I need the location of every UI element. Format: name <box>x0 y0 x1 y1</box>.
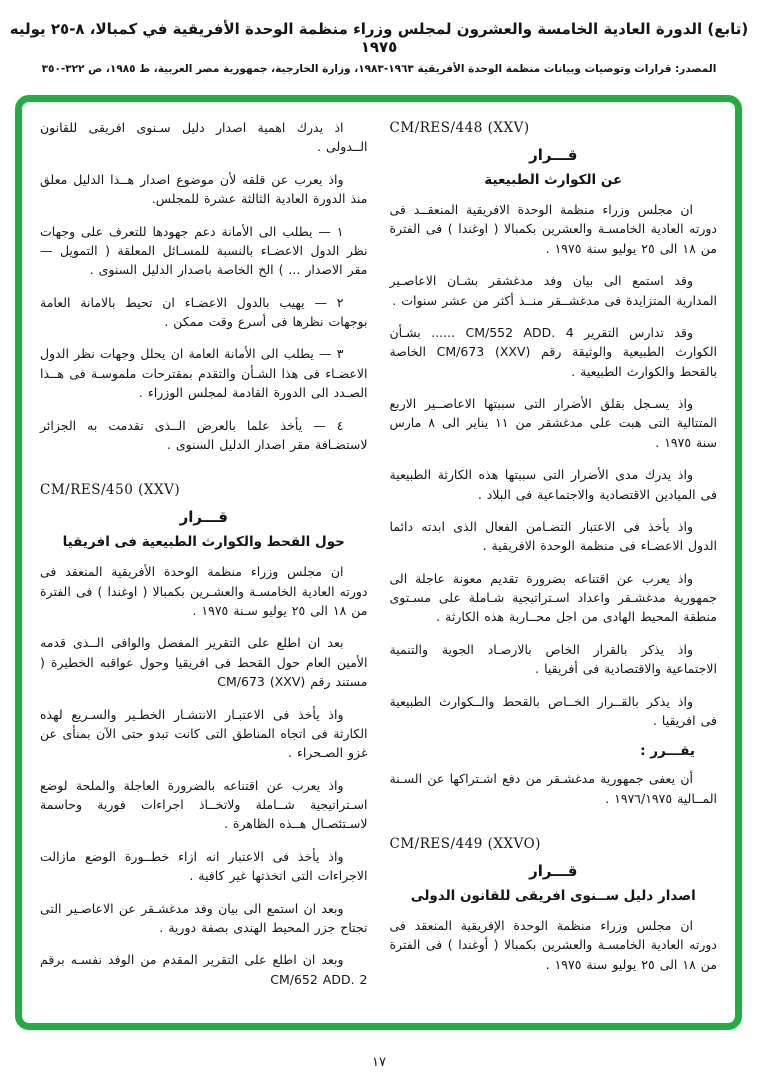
paragraph: واذ يذكر بالقــرار الخــاص بالقحط والــكوارث الطبيعية فى افريقيا . <box>389 693 717 728</box>
resolution-subtitle-450: حول القحط والكوارث الطبيعية فى افريقيا <box>62 534 345 551</box>
paragraph: وبعد ان اطلع على التقرير المقدم من الوفد نفسـه برقم CM/652 ADD. 2 <box>40 952 368 987</box>
paragraph: واذ يأخذ فى الاعتبار التضـامن الفعال الذى ابدته دائما الدول الاعضـاء فى منظمة الوحدة الافريقية . <box>389 518 717 554</box>
page-header <box>0 0 758 75</box>
paragraph: ان مجلس وزراء منظمة الوحدة الافريقية المنعقــد فى دورته العادية الخامسـة والعشرين بكمبالا ( اوغندا ) فى الفترة من ١٨ الى ٢٥ يوليو سنة ١٩٧٥ . <box>389 202 717 256</box>
paragraph: واذ يأخذ فى الاعتبـار الانتشـار الخطـير والسـريع لهذه الكارثة فى اتجاه المناطق التى كانت تبدو حتى الآن بمنأى عن غزو الصـحراء . <box>40 706 368 761</box>
right-column <box>390 118 718 1013</box>
session-title: (تابع) الدورة العادية الخامسة والعشرون لمجلس وزراء منظمة الوحدة الأفريقية في كمبالا، ٨-٢٥ يوليه ١٩٧٥ <box>9 20 749 56</box>
resolution-title-448: قـــرار <box>529 146 578 164</box>
paragraph: ٤ — يأخذ علما بالعرض الــذى تقدمت به الجزائر لاستضـافة مقر اصدار الدليل السنوى . <box>40 417 368 452</box>
resolution-ref-449: CM/RES/449 (XXVO) <box>389 836 541 852</box>
resolution-title-450: قـــرار <box>179 508 228 527</box>
paragraph: أن يعفى جمهورية مدغشـقر من دفع اشـتراكها عن السـنة المــالية ١٩٧٦/١٩٧٥ . <box>389 771 717 806</box>
two-column-layout <box>40 118 717 1013</box>
content-frame <box>15 95 742 1030</box>
page-number: ١٧ <box>372 1055 386 1070</box>
paragraph: ٣ — يطلب الى الأمانة العامة ان يحلل وجهات نظر الدول الاعضـاء فى هذا الشـأن والتقدم بمقترحات ملموسـة فى هــذا الصـدد الى الدورة القادمة لمجلس الوزراء . <box>40 346 368 401</box>
resolution-ref-448: CM/RES/448 (XXV) <box>389 120 530 136</box>
paragraph: وقد استمع الى بيان وفد مدغشقر بشـان الاعاصـير المدارية المتزايدة فى مدغشــقر منــذ أكثر من عشر سنوات . <box>389 273 717 308</box>
paragraph: ١ — يطلب الى الأمانة دعم جهودها للتعرف على وجهات نظر الدول الاعضـاء بالنسبة للمسـائل المعلقة ( التمويل — مقر الاصدار ... ) الخ الخاصة باصدار الدليل السنوى . <box>40 223 368 278</box>
paragraph: واذ يسـجل بقلق الأضرار التى سببتها الاعاصــير الاربع المتتالية التى هبت على مدغشقر من ١١ يناير الى ٨ مارس سنة ١٩٧٥ . <box>389 396 717 450</box>
paragraph: ان مجلس وزراء منظمة الوحدة الأفريقية المنعقد فى دورته العادية الخامسـة والعشـرين بكمبالا ( اوغندا ) فى الفترة من ١٨ الى ٢٥ يوليو سـنة ١٩٧٥ . <box>40 564 368 618</box>
paragraph: واذ يعرب عن اقتناعه بضرورة تقديم معونة عاجلة الى جمهورية مدغشـقر واعداد اسـتراتيجية شـاملة على مسـتوى منطقة المحيط الهادى من اجل محــاربة هذه الكارثة . <box>389 570 717 625</box>
left-column <box>40 118 368 1013</box>
paragraph: واذ يذكر بالقرار الخاص بالارصـاد الجوية والتنمية الاجتماعية والاقتصادية فى أفريقيا . <box>389 641 717 677</box>
paragraph: وقد تدارس التقرير CM/552 ADD. 4 ...... بشـأن الكوارث الطبيعية والوثيقة رقم CM/673 (XXV) الخاصة بالقحط والكوارث الطبيعية . <box>389 324 717 379</box>
paragraph: واذ يدرك مدى الأضرار التى سببتها هذه الكارثة الطبيعية فى الميادين الاقتصادية والاجتماعية فى البلاد . <box>389 467 717 502</box>
decree-label: يقـــرر : <box>640 743 695 760</box>
source-line: المصدر: قرارات وتوصيات وبيانات منظمة الوحدة الأفريقية ١٩٦٣-١٩٨٣، وزارة الخارجية، جمهورية مصر العربية، ط ١٩٨٥، ص ٣٢٢-٣٥٠ <box>41 63 717 75</box>
paragraph: اذ يدرك اهمية اصدار دليل سـنوى افريقى للقانون الــدولى . <box>40 120 368 155</box>
resolution-subtitle-449: اصدار دليل ســنوى افريقى للقانون الدولى <box>410 888 696 904</box>
paragraph: ان مجلس وزراء منظمة الوحدة الإفريقية المنعقد فى دورته العادية الخامسـة والعشرين بكمبالا ( أوغندا ) فى الفترة من ١٨ الى ٢٥ يوليو سنة ١٩٧٥ . <box>389 918 717 972</box>
resolution-title-449: قـــرار <box>529 862 578 880</box>
paragraph: واذ يأخذ فى الاعتبار انه ازاء خطــورة الوضع مازالت الاجراءات التى اتخذتها غير كافية . <box>40 848 368 884</box>
resolution-subtitle-448: عن الكوارث الطبيعية <box>484 172 623 188</box>
paragraph: وبعد ان استمع الى بيان وفد مدغشـقر عن الاعاصـير التى تجتاح جزر المحيط الهندى بصفة دورية . <box>40 900 368 935</box>
resolution-ref-450: CM/RES/450 (XXV) <box>40 482 181 499</box>
paragraph: واذ يعرب عن قلقه لأن موضوع اصدار هــذا الدليل معلق منذ الدورة العادية الثالثة عشرة للمجلس. <box>40 171 368 207</box>
paragraph: ٢ — يهيب بالدول الاعضـاء ان تحيط بالامانة العامة بوجهات نظرها فى أسرع وقت ممكن . <box>40 294 368 329</box>
paragraph: بعد ان اطلع على التقرير المفصل والوافى الــذى قدمه الأمين العام حول القحط فى افريقيا وحول عواقبه الخطيرة ( مستند رقم CM/673 (XXV) <box>40 635 368 690</box>
paragraph: واذ يعرب عن اقتناعه بالضرورة العاجلة والملحة لوضع اسـتراتيجية شــاملة ولاتخــاذ اجراءات فورية وحاسمة لاسـتئصـال هــذه الظاهرة . <box>40 777 368 832</box>
